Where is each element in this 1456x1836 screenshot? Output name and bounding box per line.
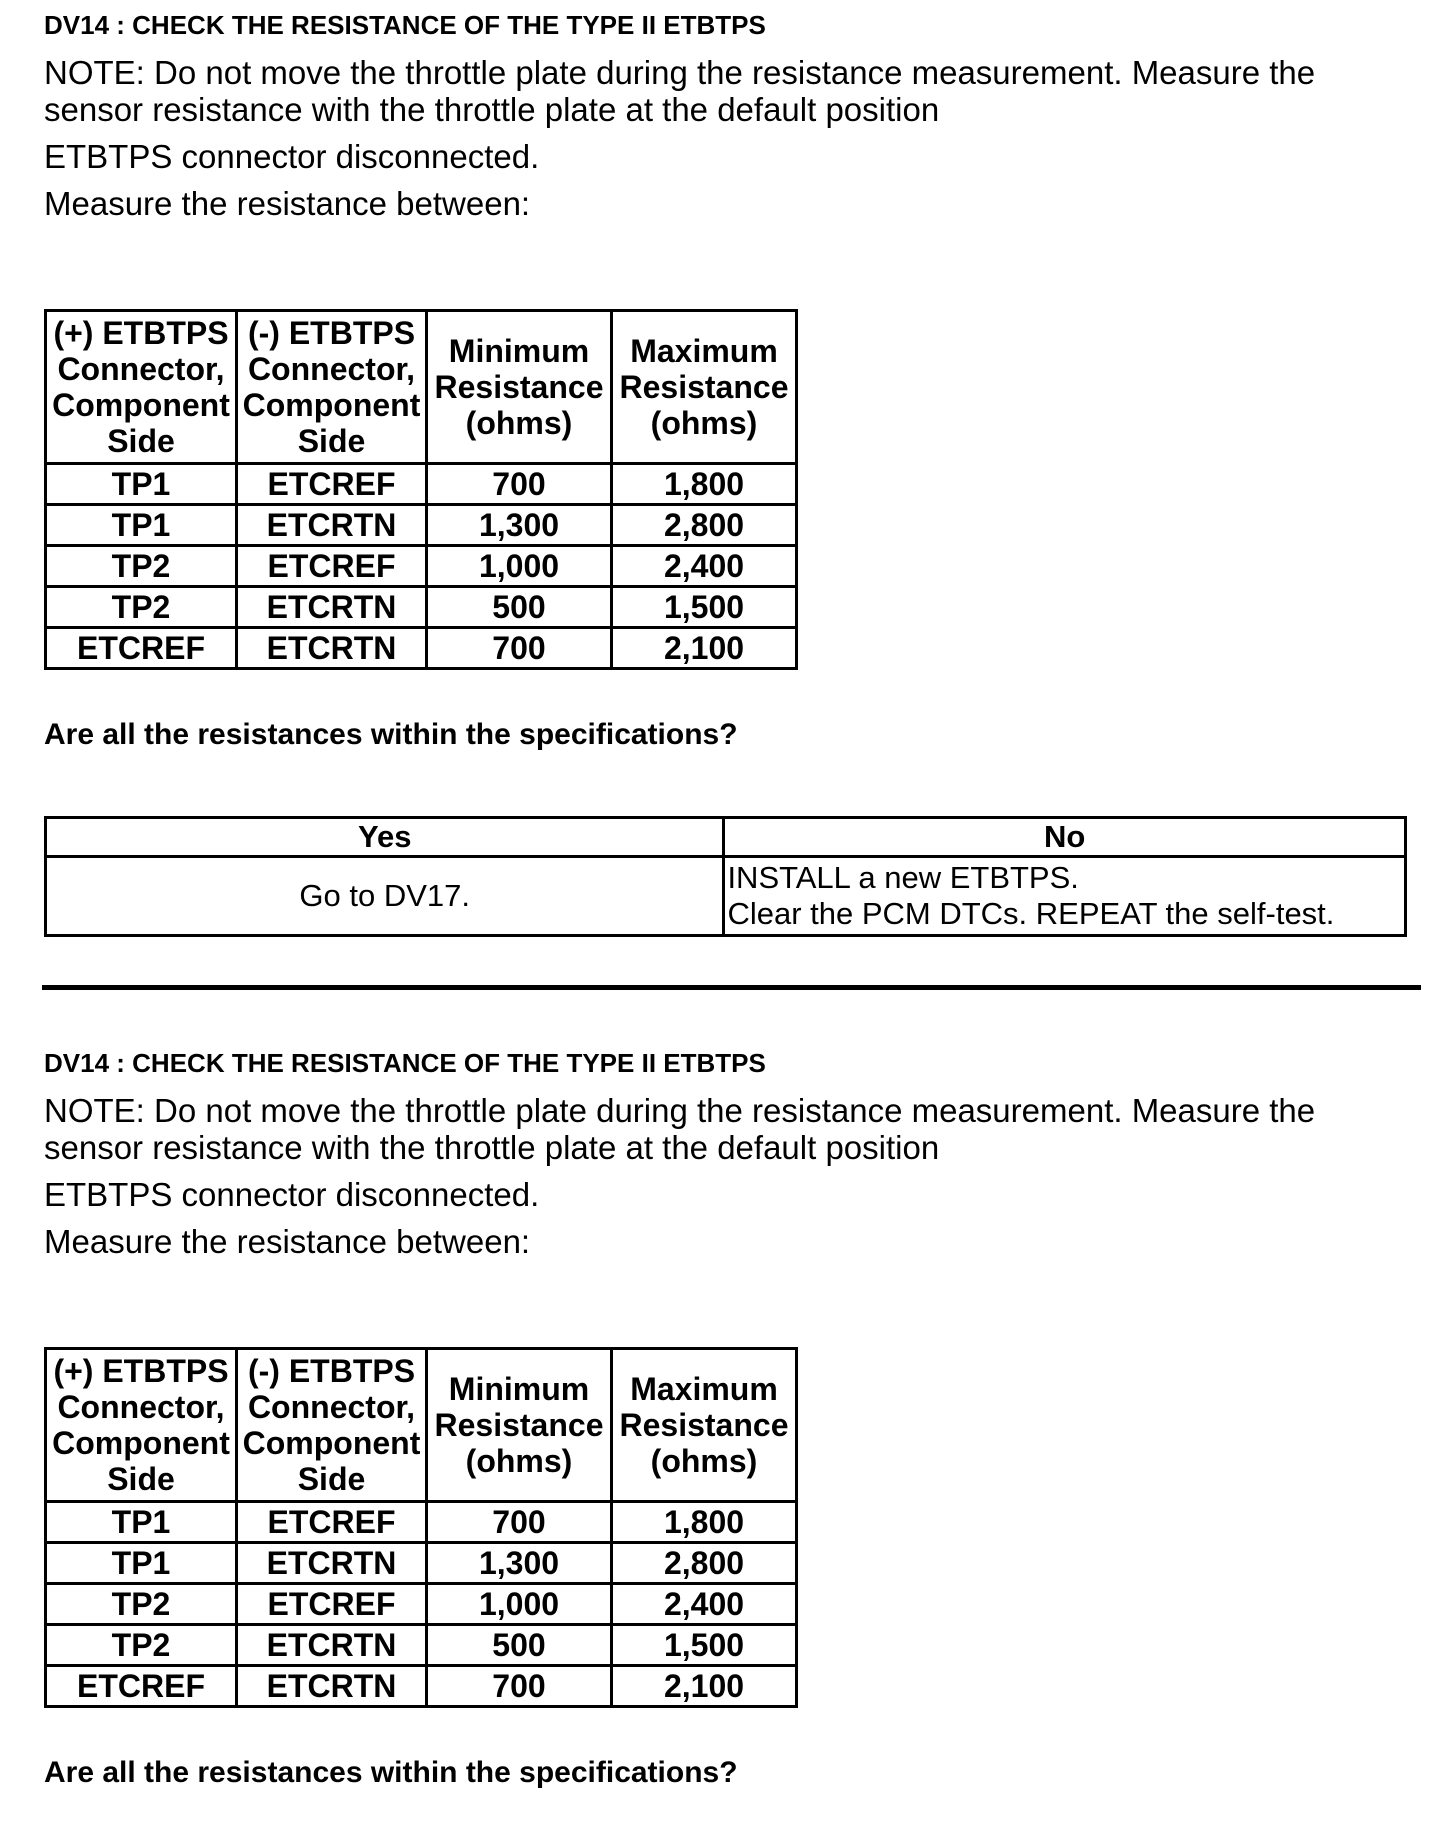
minimum-value-cell: 700 [427,1666,612,1707]
resistance-spec-table [44,1347,798,1708]
header-positive-pin: (+) ETBTPS Connector, Component Side [46,1349,237,1502]
table-row [46,1584,797,1625]
no-header: No [724,818,1406,857]
measure-instruction: Measure the resistance between: [44,1223,531,1260]
table-header-row [46,311,797,464]
table-row [46,628,797,669]
connector-state-text: ETBTPS connector disconnected. [44,1176,540,1213]
note-text: NOTE: Do not move the throttle plate during the resistance measurement. Measure the sensor resistance with the throttle plate at the default position [44,1092,1316,1166]
procedure-section-1 [44,10,1424,931]
step-heading: DV14 : CHECK THE RESISTANCE OF THE TYPE II ETBTPS [44,1048,766,1078]
measure-instruction: Measure the resistance between: [44,185,531,222]
negative-pin-cell: ETCRTN [237,1666,427,1707]
yes-action: Go to DV17. [46,857,724,936]
decision-table [44,816,1407,937]
negative-pin-cell: ETCREF [237,546,427,587]
maximum-value-cell: 1,800 [612,464,797,505]
step-heading: DV14 : CHECK THE RESISTANCE OF THE TYPE II ETBTPS [44,10,766,40]
negative-pin-cell: ETCREF [237,464,427,505]
positive-pin-cell: TP1 [46,464,237,505]
table-row [46,1666,797,1707]
header-negative-pin: (-) ETBTPS Connector, Component Side [237,311,427,464]
no-action [724,857,1406,936]
minimum-value-cell: 500 [427,1625,612,1666]
positive-pin-cell: ETCREF [46,628,237,669]
minimum-value-cell: 500 [427,587,612,628]
resistance-spec-table [44,309,798,670]
note-text: NOTE: Do not move the throttle plate during the resistance measurement. Measure the sensor resistance with the throttle plate at the default position [44,54,1316,128]
negative-pin-cell: ETCRTN [237,505,427,546]
table-row [46,464,797,505]
positive-pin-cell: ETCREF [46,1666,237,1707]
maximum-value-cell: 1,800 [612,1502,797,1543]
positive-pin-cell: TP1 [46,505,237,546]
minimum-value-cell: 1,000 [427,546,612,587]
positive-pin-cell: TP2 [46,546,237,587]
maximum-value-cell: 2,100 [612,628,797,669]
table-row [46,1625,797,1666]
positive-pin-cell: TP2 [46,587,237,628]
negative-pin-cell: ETCRTN [237,1625,427,1666]
specification-question: Are all the resistances within the specifications? [44,1756,738,1789]
table-row [46,546,797,587]
table-row [46,1502,797,1543]
header-minimum-resistance: Minimum Resistance (ohms) [427,311,612,464]
positive-pin-cell: TP2 [46,1625,237,1666]
yes-header: Yes [46,818,724,857]
negative-pin-cell: ETCRTN [237,628,427,669]
specification-question: Are all the resistances within the specifications? [44,718,738,751]
negative-pin-cell: ETCREF [237,1584,427,1625]
header-maximum-resistance: Maximum Resistance (ohms) [612,1349,797,1502]
negative-pin-cell: ETCREF [237,1502,427,1543]
minimum-value-cell: 700 [427,1502,612,1543]
minimum-value-cell: 700 [427,464,612,505]
positive-pin-cell: TP1 [46,1502,237,1543]
maximum-value-cell: 2,100 [612,1666,797,1707]
header-minimum-resistance: Minimum Resistance (ohms) [427,1349,612,1502]
table-row [46,1543,797,1584]
maximum-value-cell: 2,800 [612,1543,797,1584]
header-positive-pin: (+) ETBTPS Connector, Component Side [46,311,237,464]
maximum-value-cell: 1,500 [612,587,797,628]
maximum-value-cell: 1,500 [612,1625,797,1666]
negative-pin-cell: ETCRTN [237,1543,427,1584]
decision-action-row [46,857,1406,936]
minimum-value-cell: 1,300 [427,505,612,546]
table-row [46,587,797,628]
decision-header-row [46,818,1406,857]
minimum-value-cell: 1,300 [427,1543,612,1584]
no-action-line: INSTALL a new ETBTPS. [727,860,1079,895]
positive-pin-cell: TP1 [46,1543,237,1584]
no-action-line: Clear the PCM DTCs. REPEAT the self-test. [727,896,1335,931]
negative-pin-cell: ETCRTN [237,587,427,628]
section-divider [42,985,1421,990]
header-negative-pin: (-) ETBTPS Connector, Component Side [237,1349,427,1502]
table-header-row [46,1349,797,1502]
minimum-value-cell: 1,000 [427,1584,612,1625]
maximum-value-cell: 2,800 [612,505,797,546]
header-maximum-resistance: Maximum Resistance (ohms) [612,311,797,464]
maximum-value-cell: 2,400 [612,546,797,587]
table-row [46,505,797,546]
connector-state-text: ETBTPS connector disconnected. [44,138,540,175]
minimum-value-cell: 700 [427,628,612,669]
maximum-value-cell: 2,400 [612,1584,797,1625]
positive-pin-cell: TP2 [46,1584,237,1625]
procedure-section-2 [44,1048,1424,1789]
